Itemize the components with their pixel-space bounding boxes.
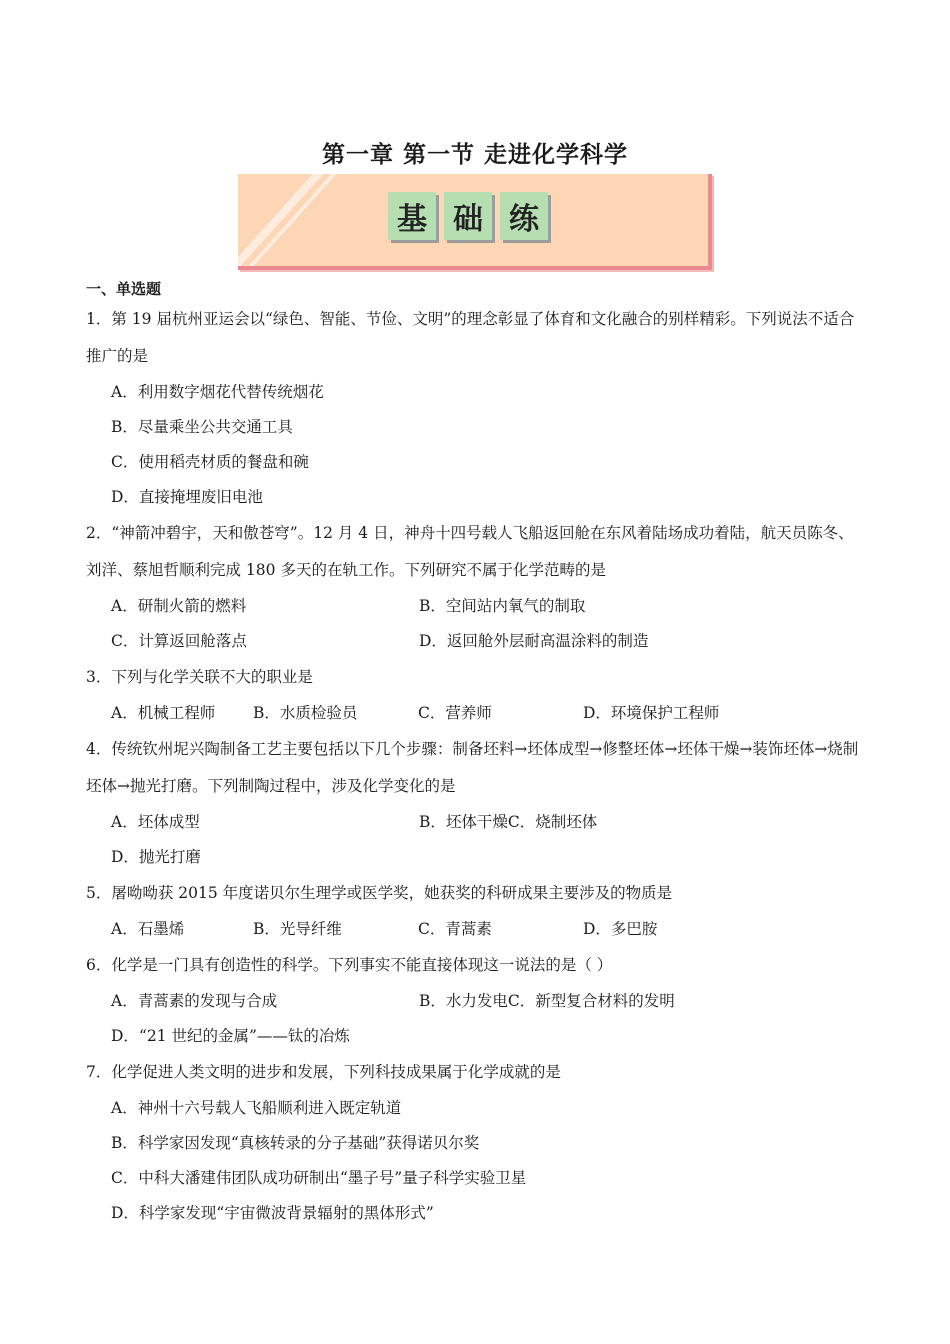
option: A．研制火箭的燃料	[111, 597, 247, 615]
option: D．环境保护工程师	[583, 704, 720, 722]
question-text: 3．下列与化学关联不大的职业是	[86, 668, 313, 686]
question	[86, 875, 862, 947]
question-text: 2．“神箭冲碧宇，天和傲苍穹”。12 月 4 日，神舟十四号载人飞船返回舱在东风着陆场成功着陆，航天员陈冬、刘洋、蔡旭哲顺利完成 180 多天的在轨工作。下列研究不属于化学范畴的是	[86, 524, 854, 579]
question-text: 5．屠呦呦获 2015 年度诺贝尔生理学或医学奖，她获奖的科研成果主要涉及的物质是	[86, 884, 673, 902]
option: D．直接掩埋废旧电池	[111, 488, 263, 506]
option: D．抛光打磨	[111, 848, 201, 866]
option: C．新型复合材料的发明	[507, 992, 675, 1010]
question	[86, 947, 862, 1054]
option: A．机械工程师	[111, 704, 216, 722]
question-text: 4．传统钦州坭兴陶制备工艺主要包括以下几个步骤：制备坯料→坯体成型→修整坯体→坯体干燥→装饰坯体→烧制坯体→抛光打磨。下列制陶过程中，涉及化学变化的是	[86, 740, 859, 795]
option: B．光导纤维	[253, 920, 342, 938]
option: B．水力发电	[419, 992, 508, 1010]
question-list	[86, 278, 862, 1231]
question	[86, 301, 862, 515]
practice-banner	[238, 174, 712, 270]
question-text: 6．化学是一门具有创造性的科学。下列事实不能直接体现这一说法的是（ ）	[86, 956, 613, 974]
option: A．坯体成型	[111, 813, 200, 831]
question-text: 7．化学促进人类文明的进步和发展，下列科技成果属于化学成就的是	[86, 1063, 561, 1081]
option: B．空间站内氧气的制取	[419, 597, 586, 615]
banner-char: 练	[500, 192, 548, 240]
banner-char: 础	[444, 192, 492, 240]
option: A．青蒿素的发现与合成	[111, 992, 278, 1010]
option-list	[86, 696, 862, 731]
option: C．中科大潘建伟团队成功研制出“墨子号”量子科学实验卫星	[111, 1169, 527, 1187]
option: B．科学家因发现“真核转录的分子基础”获得诺贝尔奖	[111, 1134, 480, 1152]
option-list	[86, 589, 862, 659]
question	[86, 731, 862, 875]
option: A．石墨烯	[111, 920, 185, 938]
option: D．返回舱外层耐高温涂料的制造	[419, 632, 649, 650]
page-title: 第一章 第一节 走进化学科学	[321, 142, 628, 168]
option: D．“21 世纪的金属”——钛的冶炼	[111, 1027, 350, 1045]
option: B．水质检验员	[253, 704, 358, 722]
option: C．营养师	[418, 704, 492, 722]
option: D．多巴胺	[583, 920, 658, 938]
option: D．科学家发现“宇宙微波背景辐射的黑体形式”	[111, 1204, 434, 1222]
question	[86, 659, 862, 731]
option: C．计算返回舱落点	[111, 632, 247, 650]
section-heading: 一、单选题	[86, 280, 162, 298]
banner-char: 基	[388, 192, 436, 240]
option: A．神州十六号载人飞船顺利进入既定轨道	[111, 1099, 402, 1117]
option-list	[86, 1091, 862, 1231]
option-list	[86, 984, 862, 1054]
option: A．利用数字烟花代替传统烟花	[111, 383, 324, 401]
option-list	[86, 912, 862, 947]
question	[86, 515, 862, 659]
option-list	[86, 805, 862, 875]
option: C．烧制坯体	[507, 813, 598, 831]
question	[86, 1054, 862, 1231]
option: B．尽量乘坐公共交通工具	[111, 418, 293, 436]
question-text: 1．第 19 届杭州亚运会以“绿色、智能、节俭、文明”的理念彰显了体育和文化融合的别样精彩。下列说法不适合推广的是	[86, 310, 855, 365]
option: C．使用稻壳材质的餐盘和碗	[111, 453, 309, 471]
banner-tiles	[388, 192, 548, 240]
option: B．坯体干燥	[419, 813, 508, 831]
option: C．青蒿素	[418, 920, 492, 938]
option-list	[86, 375, 862, 515]
